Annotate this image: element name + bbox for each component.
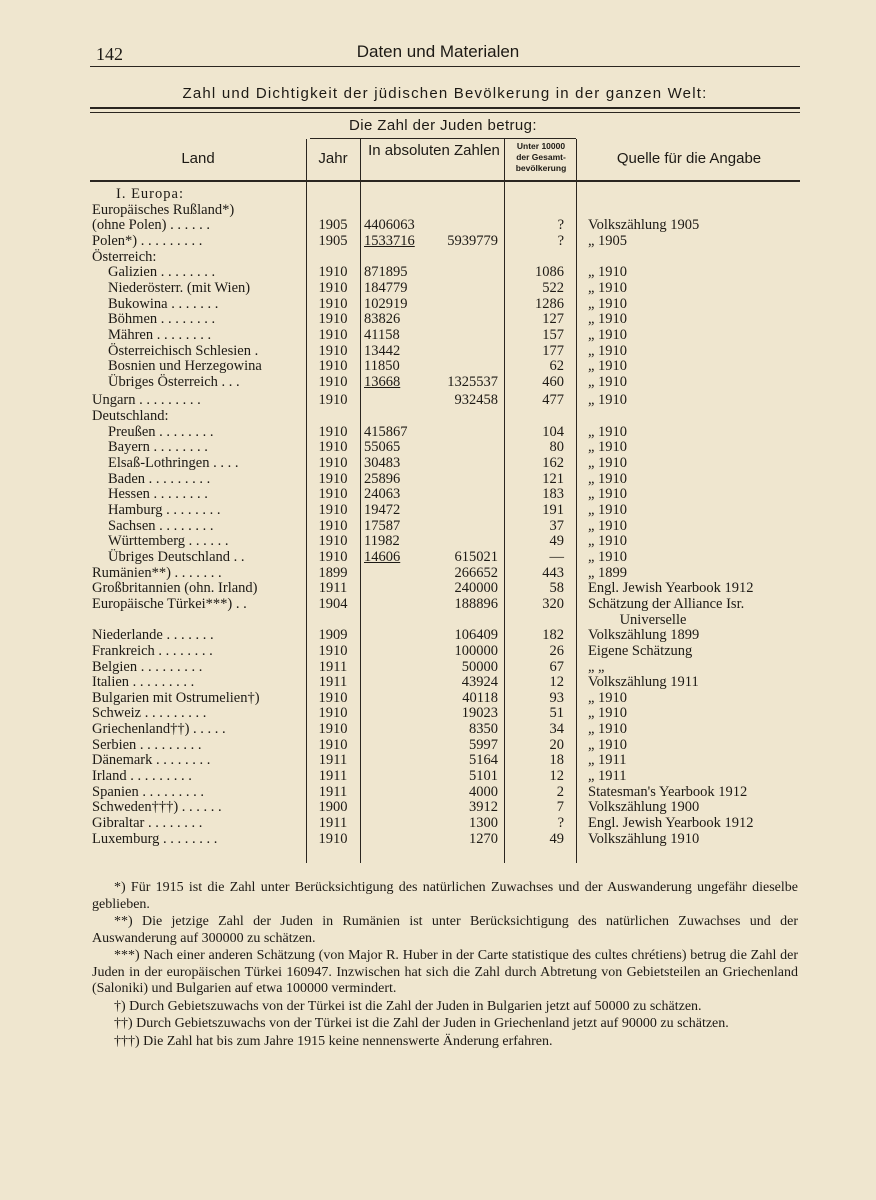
row-source: „ 1910 [588,455,628,472]
row-absolute-total: 50000 [461,658,498,675]
row-land: Niederösterr. (mit Wien) [108,279,251,296]
row-density: 320 [542,595,564,612]
row-land: Irland . . . . . . . . . [92,768,192,785]
row-density: 18 [549,752,564,769]
footnote-6: †††) Die Zahl hat bis zum Jahre 1915 keine nennenswerte Änderung erfahren. [114,1033,553,1049]
row-absolute-sub: 25896 [364,470,401,487]
row-year: 1911 [318,752,348,769]
row-density: 460 [542,373,564,390]
row-density: 1286 [535,295,564,312]
row-year: 1910 [318,548,348,565]
row-density: 20 [549,736,564,753]
row-absolute-sub: 4406063 [364,217,415,234]
column-header-jahr: Jahr [318,150,348,167]
row-source: „ 1910 [588,295,628,312]
row-land: Bukowina . . . . . . . [108,295,219,312]
row-land: Italien . . . . . . . . . [92,674,195,691]
row-source: Statesman's Yearbook 1912 [588,783,748,800]
row-land: Württemberg . . . . . . [108,533,229,550]
row-land: Schweden†††) . . . . . . [92,799,222,816]
row-year: 1910 [318,470,348,487]
row-land: Frankreich . . . . . . . . [92,642,213,659]
row-source: „ 1910 [588,736,628,753]
row-density: 127 [542,311,564,328]
row-absolute-total: 1325537 [447,373,498,390]
row-density: 104 [542,423,564,440]
row-year: 1910 [318,689,348,706]
row-density: 162 [542,455,564,472]
row-density: ? [557,232,564,249]
footnote-1: *) Für 1915 ist die Zahl unter Berücksichtigung des natürlichen Zuwachses und der Auswanderung ungefähr dieselbe geblieben. [92,880,798,912]
column-divider-4 [576,139,577,863]
row-absolute-total: 100000 [454,642,498,659]
row-source: „ 1910 [588,311,628,328]
row-source: „ 1911 [588,752,627,769]
row-land: Österreich: [92,248,157,265]
row-absolute-sub: 30483 [364,455,401,472]
row-land: Hessen . . . . . . . . [108,486,208,503]
row-year: 1910 [318,533,348,550]
row-year: 1904 [318,595,348,612]
row-absolute-sub: 13442 [364,342,401,359]
row-density: 49 [549,533,564,550]
footnote-2: **) Die jetzige Zahl der Juden in Rumänien ist unter Berücksichtigung des natürlichen Zuwachses und der Auswanderung auf 300000 zu schätzen. [92,914,798,946]
footnote-5: ††) Durch Gebietszuwachs von der Türkei ist die Zahl der Juden in Griechenland jetzt auf 90000 zu schätzen. [114,1016,729,1031]
row-source: Volkszählung 1899 [588,627,700,644]
row-land: I. Europa: [116,186,184,202]
row-absolute-total: 1300 [469,815,498,831]
row-density: ? [557,815,564,831]
row-source: Universelle [619,611,687,628]
column-header-absolute: In absoluten Zahlen [368,142,500,159]
row-year: 1910 [318,326,348,343]
row-source: Volkszählung 1905 [588,217,700,234]
row-source: „ 1910 [588,358,628,375]
row-absolute-total: 615021 [454,548,498,565]
row-year: 1910 [318,721,348,738]
row-year: 1910 [318,502,348,518]
row-year: 1911 [318,674,348,691]
row-source: „ 1899 [588,564,628,581]
footnotes [92,880,798,1051]
row-density: 443 [542,564,564,581]
row-density: 7 [556,799,564,816]
row-land: Schweiz . . . . . . . . . [92,705,207,722]
row-density: 177 [542,342,564,359]
title-rule-top [90,107,800,109]
row-year: 1905 [318,217,348,234]
row-density: 157 [542,326,564,343]
row-source: „ 1910 [588,373,628,390]
row-year: 1910 [318,517,348,534]
row-land: Baden . . . . . . . . . [108,470,211,487]
row-density: 67 [549,658,564,675]
row-source: „ „ [588,658,605,675]
row-year: 1909 [318,627,348,644]
density-header-line-2: der Gesamt- [516,152,566,162]
row-source: „ 1910 [588,721,628,738]
row-absolute-total: 5997 [469,736,498,753]
column-divider-3 [504,139,505,863]
row-density: 62 [549,358,564,375]
row-absolute-total: 188896 [454,595,498,612]
row-absolute-sub: 41158 [364,326,400,343]
row-year: 1910 [318,486,348,503]
row-density: 80 [549,439,564,456]
row-absolute-total: 5101 [469,768,498,785]
row-density: 93 [549,689,564,706]
row-land: Europäische Türkei***) . . [92,595,247,612]
row-absolute-sub: 14606 [364,548,401,565]
row-year: 1910 [318,358,348,375]
row-source: „ 1910 [588,486,628,503]
row-absolute-total: 106409 [454,627,498,644]
row-absolute-total: 40118 [462,689,498,706]
row-land: Spanien . . . . . . . . . [92,783,204,800]
row-source: „ 1910 [588,392,628,409]
row-source: „ 1910 [588,705,628,722]
row-absolute-total: 1270 [469,830,498,847]
row-year: 1910 [318,455,348,472]
row-source: „ 1910 [588,470,628,487]
row-year: 1910 [318,295,348,312]
row-absolute-sub: 871895 [364,264,408,281]
row-absolute-sub: 24063 [364,486,401,503]
row-source: „ 1910 [588,502,628,518]
row-year: 1910 [318,264,348,281]
row-absolute-sub: 83826 [364,311,401,328]
row-source: Engl. Jewish Yearbook 1912 [588,815,754,831]
row-land: Luxemburg . . . . . . . . [92,830,218,847]
row-land: Ungarn . . . . . . . . . [92,392,201,409]
row-absolute-total: 932458 [454,392,498,409]
row-source: „ 1910 [588,423,628,440]
row-year: 1911 [318,658,348,675]
row-density: 191 [542,502,564,518]
header-bottom-rule [90,180,800,182]
row-year: 1910 [318,392,348,409]
row-year: 1910 [318,342,348,359]
row-absolute-sub: 1533716 [364,232,415,249]
column-divider-2 [360,139,361,863]
row-year: 1910 [318,830,348,847]
row-absolute-total: 5939779 [447,232,498,249]
row-year: 1910 [318,736,348,753]
row-density: — [549,548,564,565]
table-title: Zahl und Dichtigkeit der jüdischen Bevölkerung in der ganzen Welt: [182,85,708,102]
row-year: 1899 [318,564,348,581]
row-source: Volkszählung 1911 [588,674,699,691]
row-year: 1910 [318,373,348,390]
row-year: 1911 [318,580,348,597]
row-year: 1910 [318,311,348,328]
row-density: 34 [549,721,564,738]
footnote-3: ***) Nach einer anderen Schätzung (von Major R. Huber in der Carte statistique des cultes chrétiens) betrug die Zahl der Juden in der europäischen Türkei 160947. Inzwischen hat sich die Zahl durch Abtretung von Gebietsteilen an Griechenland (Saloniki) und Bulgarien auf etwa 100000 vermindert. [92,948,798,996]
row-source: „ 1910 [588,548,628,565]
row-land: Übriges Österreich . . . [108,373,240,390]
row-density: 477 [542,392,564,409]
row-year: 1905 [318,232,348,249]
row-land: Elsaß-Lothringen . . . . [108,455,239,472]
column-header-density [506,141,576,174]
row-year: 1910 [318,642,348,659]
row-land: Dänemark . . . . . . . . [92,752,211,769]
row-absolute-sub: 17587 [364,517,401,534]
row-absolute-total: 8350 [469,721,498,738]
row-land: Niederlande . . . . . . . [92,627,214,644]
row-land: Rumänien**) . . . . . . . [92,564,222,581]
row-density: 49 [549,830,564,847]
subheading-rule [310,138,576,139]
row-absolute-sub: 415867 [364,423,408,440]
row-absolute-total: 3912 [469,799,498,816]
row-source: Volkszählung 1910 [588,830,700,847]
density-header-line-1: Unter 10000 [516,141,566,151]
row-absolute-total: 43924 [461,674,498,691]
row-absolute-total: 5164 [469,752,498,769]
row-absolute-total: 19023 [461,705,498,722]
row-year: 1911 [318,815,348,831]
row-absolute-sub: 19472 [364,502,401,518]
subheading: Die Zahl der Juden betrug: [348,117,537,134]
row-source: „ 1910 [588,326,628,343]
row-land: Großbritannien (ohn. Irland) [92,580,258,597]
header-rule [90,66,800,67]
row-source: „ 1905 [588,232,628,249]
row-density: 522 [542,279,564,296]
row-density: 12 [549,674,564,691]
row-land: (ohne Polen) . . . . . . [92,217,210,234]
row-density: ? [557,217,564,234]
row-source: „ 1910 [588,517,628,534]
row-density: 51 [549,705,564,722]
row-land: Bayern . . . . . . . . [108,439,208,456]
row-land: Griechenland††) . . . . . [92,721,226,738]
title-rule-bottom [90,112,800,113]
running-title: Daten und Materialen [356,42,520,61]
row-year: 1900 [318,799,348,816]
row-year: 1910 [318,439,348,456]
row-absolute-sub: 184779 [364,279,408,296]
row-absolute-sub: 13668 [364,373,401,390]
row-land: Hamburg . . . . . . . . [108,502,221,518]
row-source: „ 1911 [588,768,627,785]
row-year: 1910 [318,705,348,722]
row-absolute-sub: 11850 [364,358,400,375]
row-land: Polen*) . . . . . . . . . [92,232,203,249]
row-density: 12 [549,768,564,785]
row-land: Serbien . . . . . . . . . [92,736,202,753]
row-source: „ 1910 [588,533,628,550]
row-land: Mähren . . . . . . . . [108,326,212,343]
row-source: „ 1910 [588,342,628,359]
row-source: „ 1910 [588,279,628,296]
column-header-land: Land [181,150,215,167]
row-density: 121 [542,470,564,487]
row-land: Österreichisch Schlesien . [108,342,259,359]
row-land: Deutschland: [92,408,169,425]
row-year: 1910 [318,279,348,296]
row-density: 2 [556,783,564,800]
row-source: „ 1910 [588,439,628,456]
row-absolute-sub: 102919 [364,295,408,312]
row-source: „ 1910 [588,689,628,706]
row-land: Belgien . . . . . . . . . [92,658,203,675]
row-source: Engl. Jewish Yearbook 1912 [588,580,754,597]
row-land: Gibraltar . . . . . . . . [92,815,203,831]
row-land: Bosnien und Herzegowina [108,358,262,375]
row-absolute-sub: 11982 [364,533,400,550]
row-absolute-sub: 55065 [364,439,401,456]
row-year: 1910 [318,423,348,440]
row-absolute-total: 4000 [469,783,498,800]
column-header-source: Quelle für die Angabe [616,150,762,167]
row-absolute-total: 240000 [454,580,498,597]
row-land: Galizien . . . . . . . . [108,264,216,281]
row-density: 182 [542,627,564,644]
row-land: Sachsen . . . . . . . . [108,517,214,534]
footnote-4: †) Durch Gebietszuwachs von der Türkei ist die Zahl der Juden in Bulgarien jetzt auf 50000 zu schätzen. [114,998,702,1014]
row-density: 58 [549,580,564,597]
row-land: Europäisches Rußland*) [92,201,235,218]
row-land: Böhmen . . . . . . . . [108,311,216,328]
row-density: 26 [549,642,564,659]
row-absolute-total: 266652 [454,564,498,581]
row-density: 1086 [535,264,564,281]
density-header-line-3: bevölkerung [515,163,567,173]
row-source: Eigene Schätzung [588,642,693,659]
row-land: Bulgarien mit Ostrumelien†) [92,689,260,706]
row-land: Übriges Deutschland . . [108,548,245,565]
row-year: 1911 [318,768,348,785]
row-year: 1911 [318,783,348,800]
row-density: 183 [542,486,564,503]
row-source: „ 1910 [588,264,628,281]
row-source: Volkszählung 1900 [588,799,700,816]
row-source: Schätzung der Alliance Isr. [588,595,745,612]
row-land: Preußen . . . . . . . . [108,423,214,440]
page-number: 142 [96,44,123,64]
row-density: 37 [549,517,564,534]
